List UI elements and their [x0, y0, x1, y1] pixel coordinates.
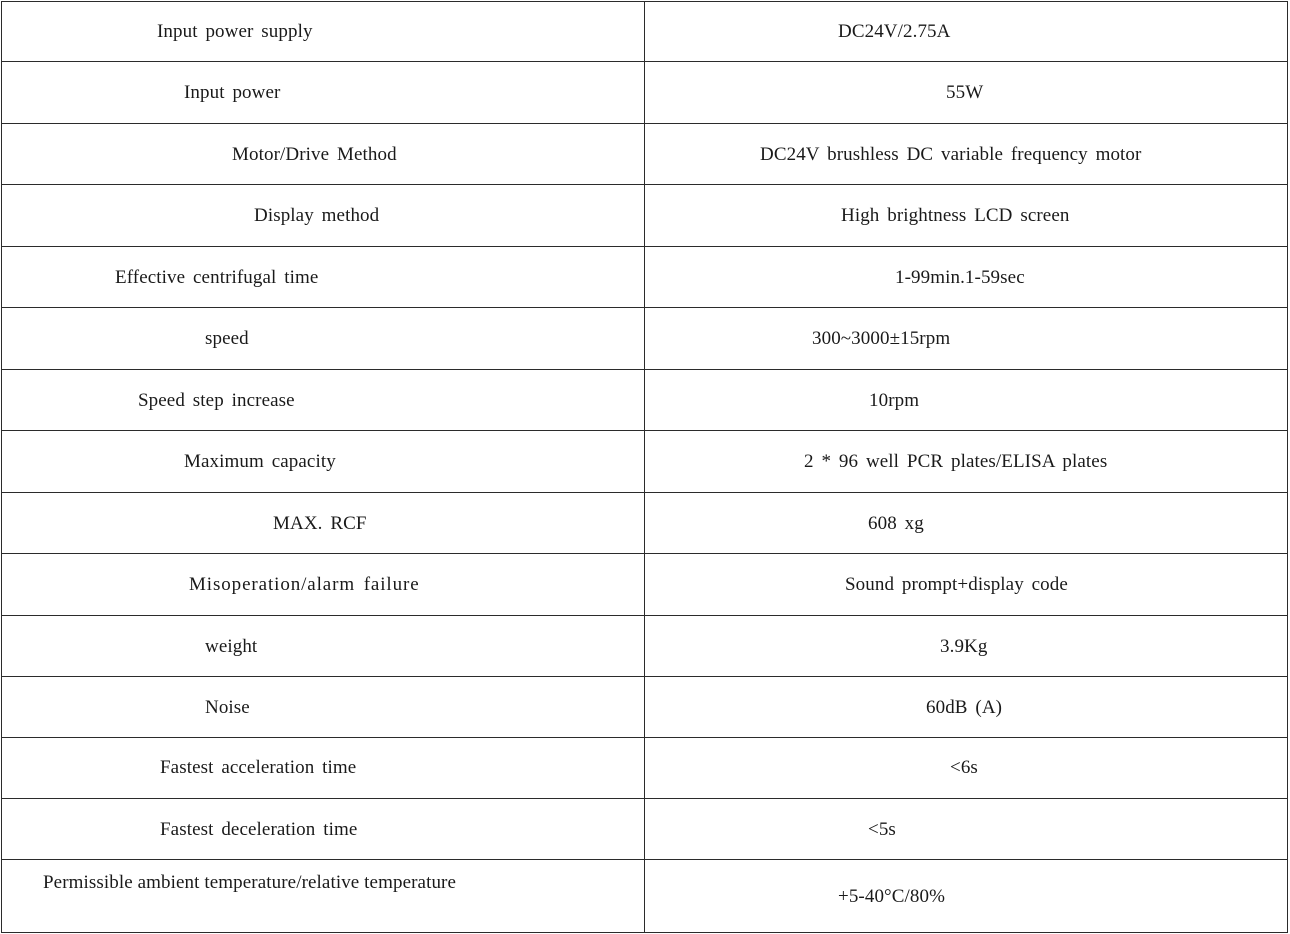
- value-cell: <5s: [868, 819, 896, 840]
- param-cell: Fastest acceleration time: [160, 757, 357, 778]
- param-cell: Display method: [254, 205, 380, 226]
- table-border-left: [1, 1, 2, 933]
- value-cell: High brightness LCD screen: [841, 205, 1070, 226]
- value-cell: 55W: [946, 82, 984, 103]
- value-cell: DC24V/2.75A: [838, 21, 951, 42]
- param-cell: weight: [205, 636, 258, 657]
- value-cell: 10rpm: [869, 390, 920, 411]
- value-cell: 608 xg: [868, 513, 924, 534]
- table-border-right: [1287, 1, 1288, 933]
- param-cell: Permissible ambient temperature/relative temperature: [43, 872, 457, 893]
- param-cell: speed: [205, 328, 249, 349]
- param-cell: Noise: [205, 697, 250, 718]
- param-cell: Misoperation/alarm failure: [189, 574, 420, 595]
- param-cell: Maximum capacity: [184, 451, 336, 472]
- column-divider: [644, 1, 645, 933]
- param-cell: Motor/Drive Method: [232, 144, 397, 165]
- value-cell: 3.9Kg: [940, 636, 988, 657]
- value-cell: 2 * 96 well PCR plates/ELISA plates: [804, 451, 1108, 472]
- param-cell: Effective centrifugal time: [115, 267, 319, 288]
- value-cell: 300~3000±15rpm: [812, 328, 951, 349]
- param-cell: Speed step increase: [138, 390, 295, 411]
- param-cell: Input power: [184, 82, 281, 103]
- value-cell: 1-99min.1-59sec: [895, 267, 1025, 288]
- value-cell: <6s: [950, 757, 978, 778]
- value-cell: DC24V brushless DC variable frequency motor: [760, 144, 1142, 165]
- param-cell: Input power supply: [157, 21, 313, 42]
- value-cell: 60dB (A): [926, 697, 1003, 718]
- param-cell: MAX. RCF: [273, 513, 367, 534]
- value-cell: +5-40°C/80%: [838, 886, 946, 907]
- param-cell: Fastest deceleration time: [160, 819, 358, 840]
- value-cell: Sound prompt+display code: [845, 574, 1068, 595]
